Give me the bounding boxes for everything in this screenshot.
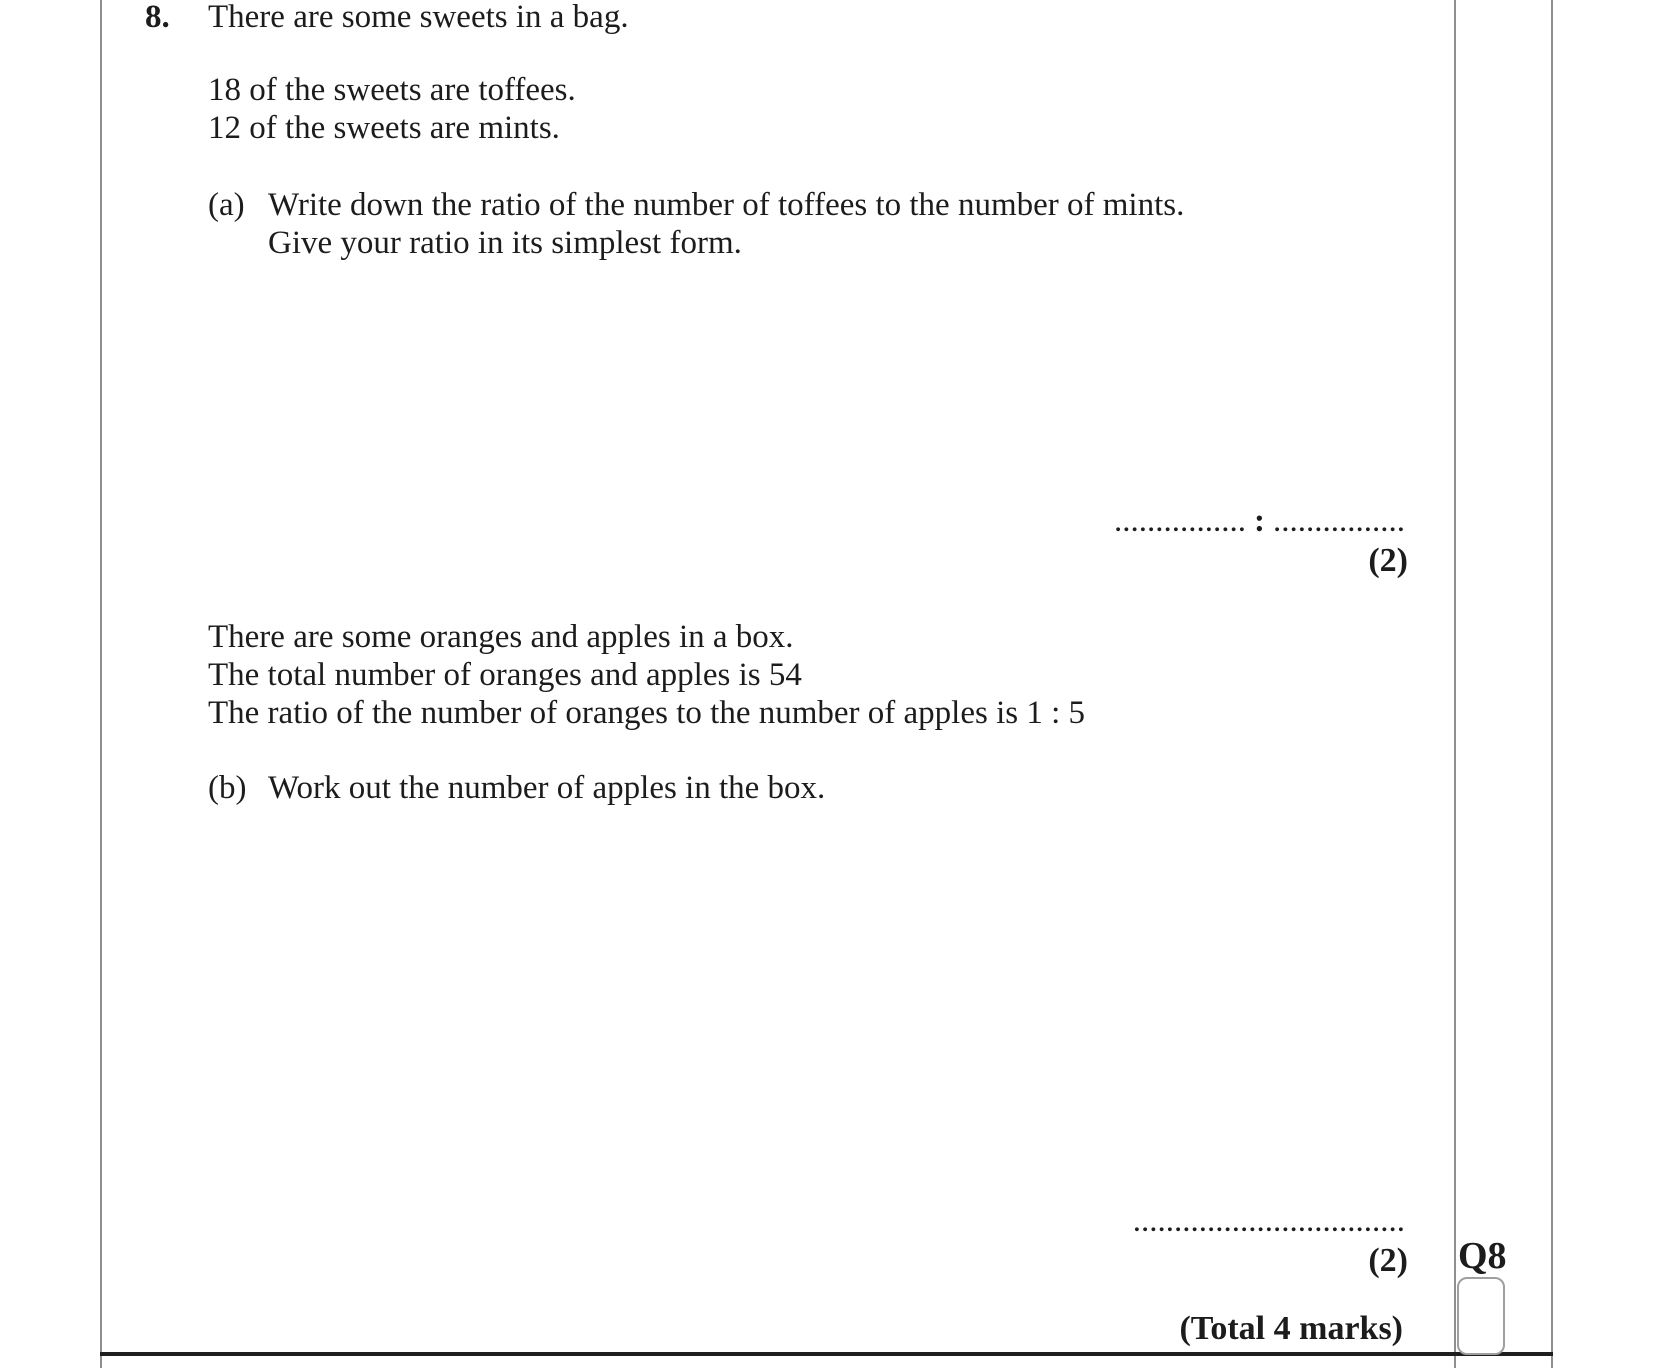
left-margin-rule [100, 0, 102, 1368]
right-margin-rule-inner [1454, 0, 1456, 1368]
question-ref-label: Q8 [1458, 1235, 1507, 1277]
context-line-total: The total number of oranges and apples is 54 [208, 657, 802, 693]
ratio-answer-dots-right: ................ [1273, 503, 1405, 539]
part-b-label: (b) [208, 770, 247, 806]
part-a-instruction-1: Write down the ratio of the number of toffees to the number of mints. [268, 187, 1185, 223]
ratio-colon: : [1254, 503, 1265, 539]
question-number: 8. [145, 0, 170, 35]
part-a-label: (a) [208, 187, 245, 223]
question-bottom-rule [100, 1352, 1553, 1356]
fact-mints: 12 of the sweets are mints. [208, 110, 560, 146]
question-intro: There are some sweets in a bag. [208, 0, 629, 35]
examiner-mark-box [1457, 1277, 1505, 1355]
context-line-ratio: The ratio of the number of oranges to the number of apples is 1 : 5 [208, 695, 1086, 731]
part-a [208, 186, 1184, 262]
right-margin-rule-outer [1551, 0, 1553, 1368]
question-facts [208, 71, 576, 147]
part-b-instruction: Work out the number of apples in the box. [268, 770, 826, 806]
part-b-context [208, 618, 1085, 732]
part-a-marks: (2) [1368, 542, 1408, 579]
total-marks-label: (Total 4 marks) [1179, 1310, 1403, 1347]
fact-toffees: 18 of the sweets are toffees. [208, 72, 576, 108]
ratio-answer-line [1114, 502, 1405, 540]
apples-answer-line: ................................. [1132, 1203, 1405, 1239]
ratio-answer-dots-left: ................ [1114, 503, 1246, 539]
part-b-marks: (2) [1368, 1242, 1408, 1279]
part-a-instruction-2: Give your ratio in its simplest form. [268, 225, 742, 261]
context-line-box: There are some oranges and apples in a box. [208, 619, 794, 655]
part-b [208, 769, 825, 807]
